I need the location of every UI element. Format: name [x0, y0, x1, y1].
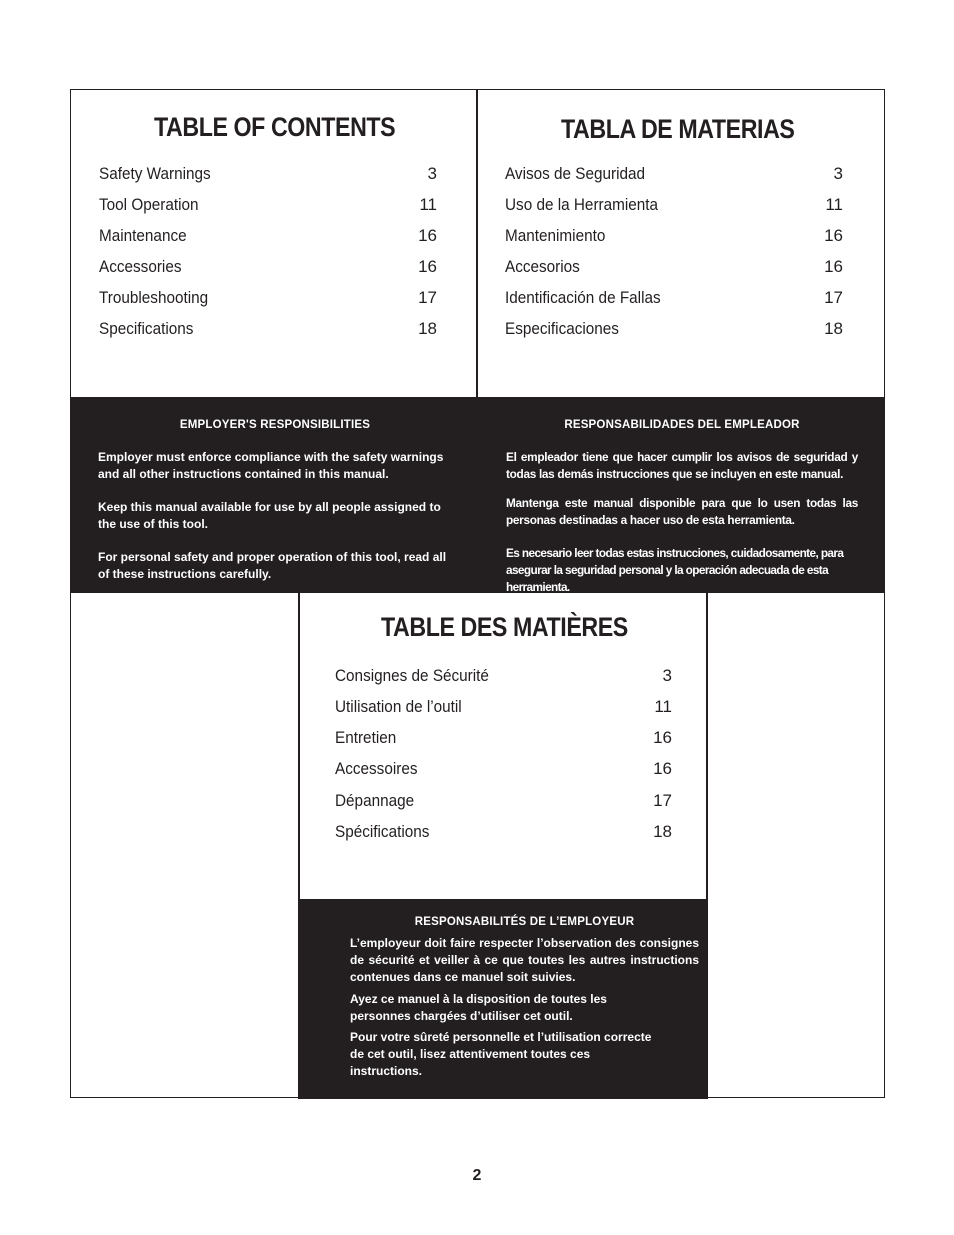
- toc-row: [335, 666, 672, 688]
- divider-right-bottom: [706, 593, 708, 899]
- toc-spanish-title: TABLA DE MATERIAS: [561, 114, 795, 144]
- toc-item-label: Consignes de Sécurité: [335, 666, 489, 685]
- toc-item-page: 18: [824, 319, 843, 338]
- toc-item-page: 11: [825, 195, 843, 214]
- toc-item-label: Specifications: [99, 319, 194, 338]
- toc-row: [505, 319, 843, 341]
- toc-item-label: Accesorios: [505, 257, 580, 276]
- resp-paragraph: Es necesario leer todas estas instrucciones, cuidadosamente, para asegurar la seguridad personal y la operación adecuada de esta herramienta.: [506, 546, 844, 594]
- toc-item-page: 16: [824, 226, 843, 245]
- toc-item-page: 17: [653, 791, 672, 810]
- toc-row: [505, 257, 843, 279]
- resp-paragraph: Ayez ce manuel à la disposition de toutes les personnes chargées d’utiliser cet outil.: [350, 992, 607, 1023]
- toc-row: [505, 288, 843, 310]
- toc-row: [505, 195, 843, 217]
- toc-item-label: Spécifications: [335, 822, 430, 841]
- toc-row: [335, 822, 672, 844]
- resp-paragraph: Employer must enforce compliance with the safety warnings and all other instructions contained in this manual.: [98, 450, 444, 481]
- toc-row: [99, 257, 437, 279]
- toc-row: [335, 791, 672, 813]
- resp-title: RESPONSABILITÉS DE L’EMPLOYEUR: [414, 916, 635, 928]
- toc-row: [99, 288, 437, 310]
- resp-title: EMPLOYER'S RESPONSIBILITIES: [179, 419, 371, 431]
- toc-row: [335, 697, 672, 719]
- toc-item-label: Identificación de Fallas: [505, 288, 661, 307]
- resp-title: RESPONSABILIDADES DEL EMPLEADOR: [564, 419, 800, 431]
- toc-row: [335, 759, 672, 781]
- toc-item-label: Troubleshooting: [99, 288, 209, 307]
- toc-item-page: 16: [653, 759, 672, 778]
- toc-item-page: 11: [654, 697, 672, 716]
- resp-paragraph: L’employeur doit faire respecter l’observation des consignes de sécurité et veiller à ce que toutes les autres instructions contenues dans ce manuel soit suivies.: [350, 936, 699, 984]
- toc-item-page: 18: [653, 822, 672, 841]
- toc-item-page: 3: [833, 164, 843, 183]
- resp-paragraph: Mantenga este manual disponible para que lo usen todas las personas destinadas a hacer uso de esta herramienta.: [506, 496, 858, 527]
- employer-responsibilities-english: [98, 417, 452, 583]
- toc-item-label: Uso de la Herramienta: [505, 195, 659, 214]
- toc-row: [505, 164, 843, 186]
- employer-responsibilities-french: [350, 914, 699, 1080]
- toc-item-page: 16: [418, 257, 437, 276]
- toc-english: [99, 112, 437, 338]
- toc-item-label: Maintenance: [99, 226, 187, 245]
- toc-spanish: [505, 114, 843, 338]
- toc-row: [99, 195, 437, 217]
- toc-item-page: 16: [418, 226, 437, 245]
- toc-row: [505, 226, 843, 248]
- toc-item-page: 3: [662, 666, 672, 685]
- toc-item-label: Tool Operation: [99, 195, 199, 214]
- toc-french: [335, 612, 672, 841]
- divider-top: [476, 89, 478, 397]
- resp-paragraph: For personal safety and proper operation of this tool, read all of these instructions carefully.: [98, 550, 447, 581]
- toc-row: [335, 728, 672, 750]
- toc-item-label: Especificaciones: [505, 319, 619, 338]
- toc-item-page: 11: [419, 195, 437, 214]
- toc-item-page: 17: [824, 288, 843, 307]
- resp-paragraph: El empleador tiene que hacer cumplir los avisos de seguridad y todas las demás instrucciones que se incluyen en este manual.: [506, 450, 858, 481]
- resp-paragraph: Keep this manual available for use by all people assigned to the use of this tool.: [98, 500, 441, 531]
- toc-item-page: 16: [824, 257, 843, 276]
- employer-responsibilities-spanish: [506, 417, 858, 596]
- toc-french-title: TABLE DES MATIÈRES: [381, 612, 628, 642]
- toc-item-label: Avisos de Seguridad: [505, 164, 646, 183]
- toc-item-page: 16: [653, 728, 672, 747]
- toc-item-label: Entretien: [335, 728, 397, 747]
- toc-item-label: Utilisation de l’outil: [335, 697, 462, 716]
- divider-left-bottom: [298, 593, 300, 899]
- toc-item-label: Safety Warnings: [99, 164, 211, 183]
- toc-item-page: 18: [418, 319, 437, 338]
- resp-paragraph: Pour votre sûreté personnelle et l’utilisation correcte de cet outil, lisez attentivement toutes ces instructions.: [350, 1030, 652, 1078]
- toc-item-label: Mantenimiento: [505, 226, 606, 245]
- toc-item-label: Accessoires: [335, 759, 418, 778]
- toc-row: [99, 226, 437, 248]
- toc-item-label: Dépannage: [335, 791, 415, 810]
- toc-english-title: TABLE OF CONTENTS: [154, 112, 396, 142]
- page-number: 2: [472, 1167, 482, 1184]
- toc-row: [99, 319, 437, 341]
- toc-item-label: Accessories: [99, 257, 182, 276]
- toc-row: [99, 164, 437, 186]
- toc-item-page: 17: [418, 288, 437, 307]
- toc-item-page: 3: [427, 164, 437, 183]
